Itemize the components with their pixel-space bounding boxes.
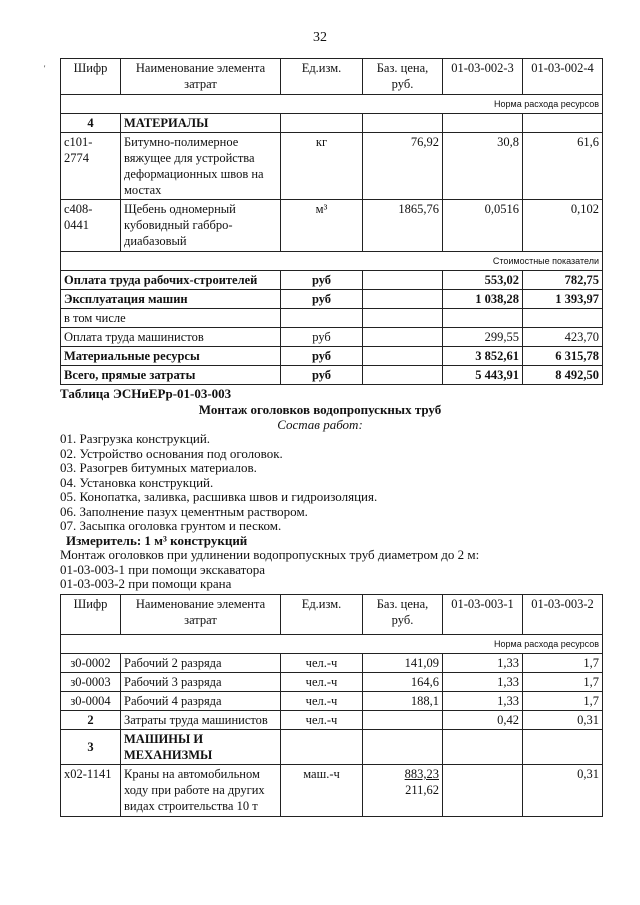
work-item: 04. Установка конструкций. [60, 474, 214, 490]
worker-unit: чел.-ч [281, 654, 363, 673]
col-header-unit: Ед.изм. [281, 595, 363, 635]
row-value-a: 0,0516 [443, 200, 523, 252]
row-price: 76,92 [363, 133, 443, 200]
page-number: 32 [313, 30, 327, 45]
machine-price: 883,23 [404, 767, 439, 781]
worker-price: 141,09 [363, 654, 443, 673]
worker-value-a: 1,33 [443, 654, 523, 673]
section-title: МАТЕРИАЛЫ [121, 114, 281, 133]
cost-name: в том числе [61, 309, 281, 328]
description: Монтаж оголовков при удлинении водопропускных труб диаметром до 2 м: [60, 547, 480, 562]
row-value-b: 0,102 [523, 200, 603, 252]
resource-table-1 [60, 58, 603, 385]
works-list [60, 432, 479, 592]
cost-label: Стоимостные показатели [61, 252, 603, 271]
section-num: 4 [61, 114, 121, 133]
col-header-price: Баз. цена, руб. [363, 59, 443, 95]
table-title: Таблица ЭСНиЕРр-01-03-003 [60, 386, 232, 401]
measure: Измеритель: 1 м³ конструкций [66, 532, 248, 548]
cost-value-a: 1 038,28 [443, 290, 523, 309]
row-price: 1865,76 [363, 200, 443, 252]
row-value-b: 61,6 [523, 133, 603, 200]
col-header-unit: Ед.изм. [281, 59, 363, 95]
cost-value-a: 299,55 [443, 328, 523, 347]
operators-name: Затраты труда машинистов [121, 711, 281, 730]
work-item: 03. Разогрев битумных материалов. [60, 460, 257, 475]
operators-unit: чел.-ч [281, 711, 363, 730]
worker-code: з0-0004 [61, 692, 121, 711]
col-header-a: 01-03-003-1 [443, 595, 523, 635]
work-item: 06. Заполнение пазух цементным раствором. [60, 503, 308, 519]
col-header-b: 01-03-002-4 [523, 59, 603, 95]
worker-price: 188,1 [363, 692, 443, 711]
cost-unit: руб [281, 366, 363, 385]
worker-value-a: 1,33 [443, 692, 523, 711]
worker-value-b: 1,7 [523, 654, 603, 673]
norm-label: Норма расхода ресурсов [61, 635, 603, 654]
col-header-name: Наименование элемента затрат [121, 59, 281, 95]
cost-value-b: 1 393,97 [523, 290, 603, 309]
worker-code: з0-0002 [61, 654, 121, 673]
machine-price-secondary: 211,62 [405, 783, 439, 797]
worker-price: 164,6 [363, 673, 443, 692]
composition-title: Состав работ: [277, 417, 363, 432]
worker-value-b: 1,7 [523, 692, 603, 711]
cost-value-b: 6 315,78 [523, 347, 603, 366]
row-code: с101-2774 [61, 133, 121, 200]
cost-value-a: 5 443,91 [443, 366, 523, 385]
cost-name: Материальные ресурсы [61, 347, 281, 366]
resource-table-2 [60, 594, 603, 817]
cost-name: Всего, прямые затраты [61, 366, 281, 385]
cost-name: Оплата труда рабочих-строителей [61, 271, 281, 290]
worker-unit: чел.-ч [281, 692, 363, 711]
cost-value-b: 423,70 [523, 328, 603, 347]
row-name: Щебень одномерный кубовидный габбро-диабазовый [121, 200, 281, 252]
cost-value-a: 553,02 [443, 271, 523, 290]
worker-name: Рабочий 4 разряда [121, 692, 281, 711]
norm-label: Норма расхода ресурсов [61, 95, 603, 114]
section-num: 3 [61, 730, 121, 765]
col-header-name: Наименование элемента затрат [121, 595, 281, 635]
work-item: 07. Засыпка оголовка грунтом и песком. [60, 518, 282, 533]
margin-mark: ' [44, 64, 46, 73]
col-header-code: Шифр [61, 595, 121, 635]
worker-value-b: 1,7 [523, 673, 603, 692]
col-header-b: 01-03-003-2 [523, 595, 603, 635]
operators-code: 2 [61, 711, 121, 730]
col-header-price: Баз. цена, руб. [363, 595, 443, 635]
cost-value-b: 782,75 [523, 271, 603, 290]
machine-name: Краны на автомобильном ходу при работе на других видах строительства 10 т [121, 765, 281, 817]
row-name: Битумно-полимерное вяжущее для устройства деформационных швов на мостах [121, 133, 281, 200]
col-header-a: 01-03-002-3 [443, 59, 523, 95]
variant: 01-03-003-1 при помощи экскаватора [60, 561, 265, 577]
cost-name: Оплата труда машинистов [61, 328, 281, 347]
cost-value-a: 3 852,61 [443, 347, 523, 366]
machine-code: х02-1141 [61, 765, 121, 817]
machine-value-b: 0,31 [523, 765, 603, 817]
section-title: МАШИНЫ И МЕХАНИЗМЫ [121, 730, 281, 765]
worker-name: Рабочий 2 разряда [121, 654, 281, 673]
cost-unit: руб [281, 347, 363, 366]
cost-unit: руб [281, 328, 363, 347]
cost-name: Эксплуатация машин [61, 290, 281, 309]
worker-unit: чел.-ч [281, 673, 363, 692]
operators-value-a: 0,42 [443, 711, 523, 730]
worker-code: з0-0003 [61, 673, 121, 692]
machine-unit: маш.-ч [281, 765, 363, 817]
section-heading: Монтаж оголовков водопропускных труб [198, 402, 442, 417]
work-item: 05. Конопатка, заливка, расшивка швов и гидроизоляция. [60, 489, 378, 504]
row-code: с408-0441 [61, 200, 121, 252]
col-header-code: Шифр [61, 59, 121, 95]
machine-value-a [443, 765, 523, 817]
cost-unit: руб [281, 290, 363, 309]
variant: 01-03-003-2 при помощи крана [60, 576, 232, 591]
worker-name: Рабочий 3 разряда [121, 673, 281, 692]
cost-unit: руб [281, 271, 363, 290]
row-unit: кг [281, 133, 363, 200]
operators-value-b: 0,31 [523, 711, 603, 730]
row-value-a: 30,8 [443, 133, 523, 200]
row-unit: м³ [281, 200, 363, 252]
cost-value-b: 8 492,50 [523, 366, 603, 385]
worker-value-a: 1,33 [443, 673, 523, 692]
work-item: 01. Разгрузка конструкций. [60, 431, 211, 446]
work-item: 02. Устройство основания под оголовок. [60, 445, 283, 461]
